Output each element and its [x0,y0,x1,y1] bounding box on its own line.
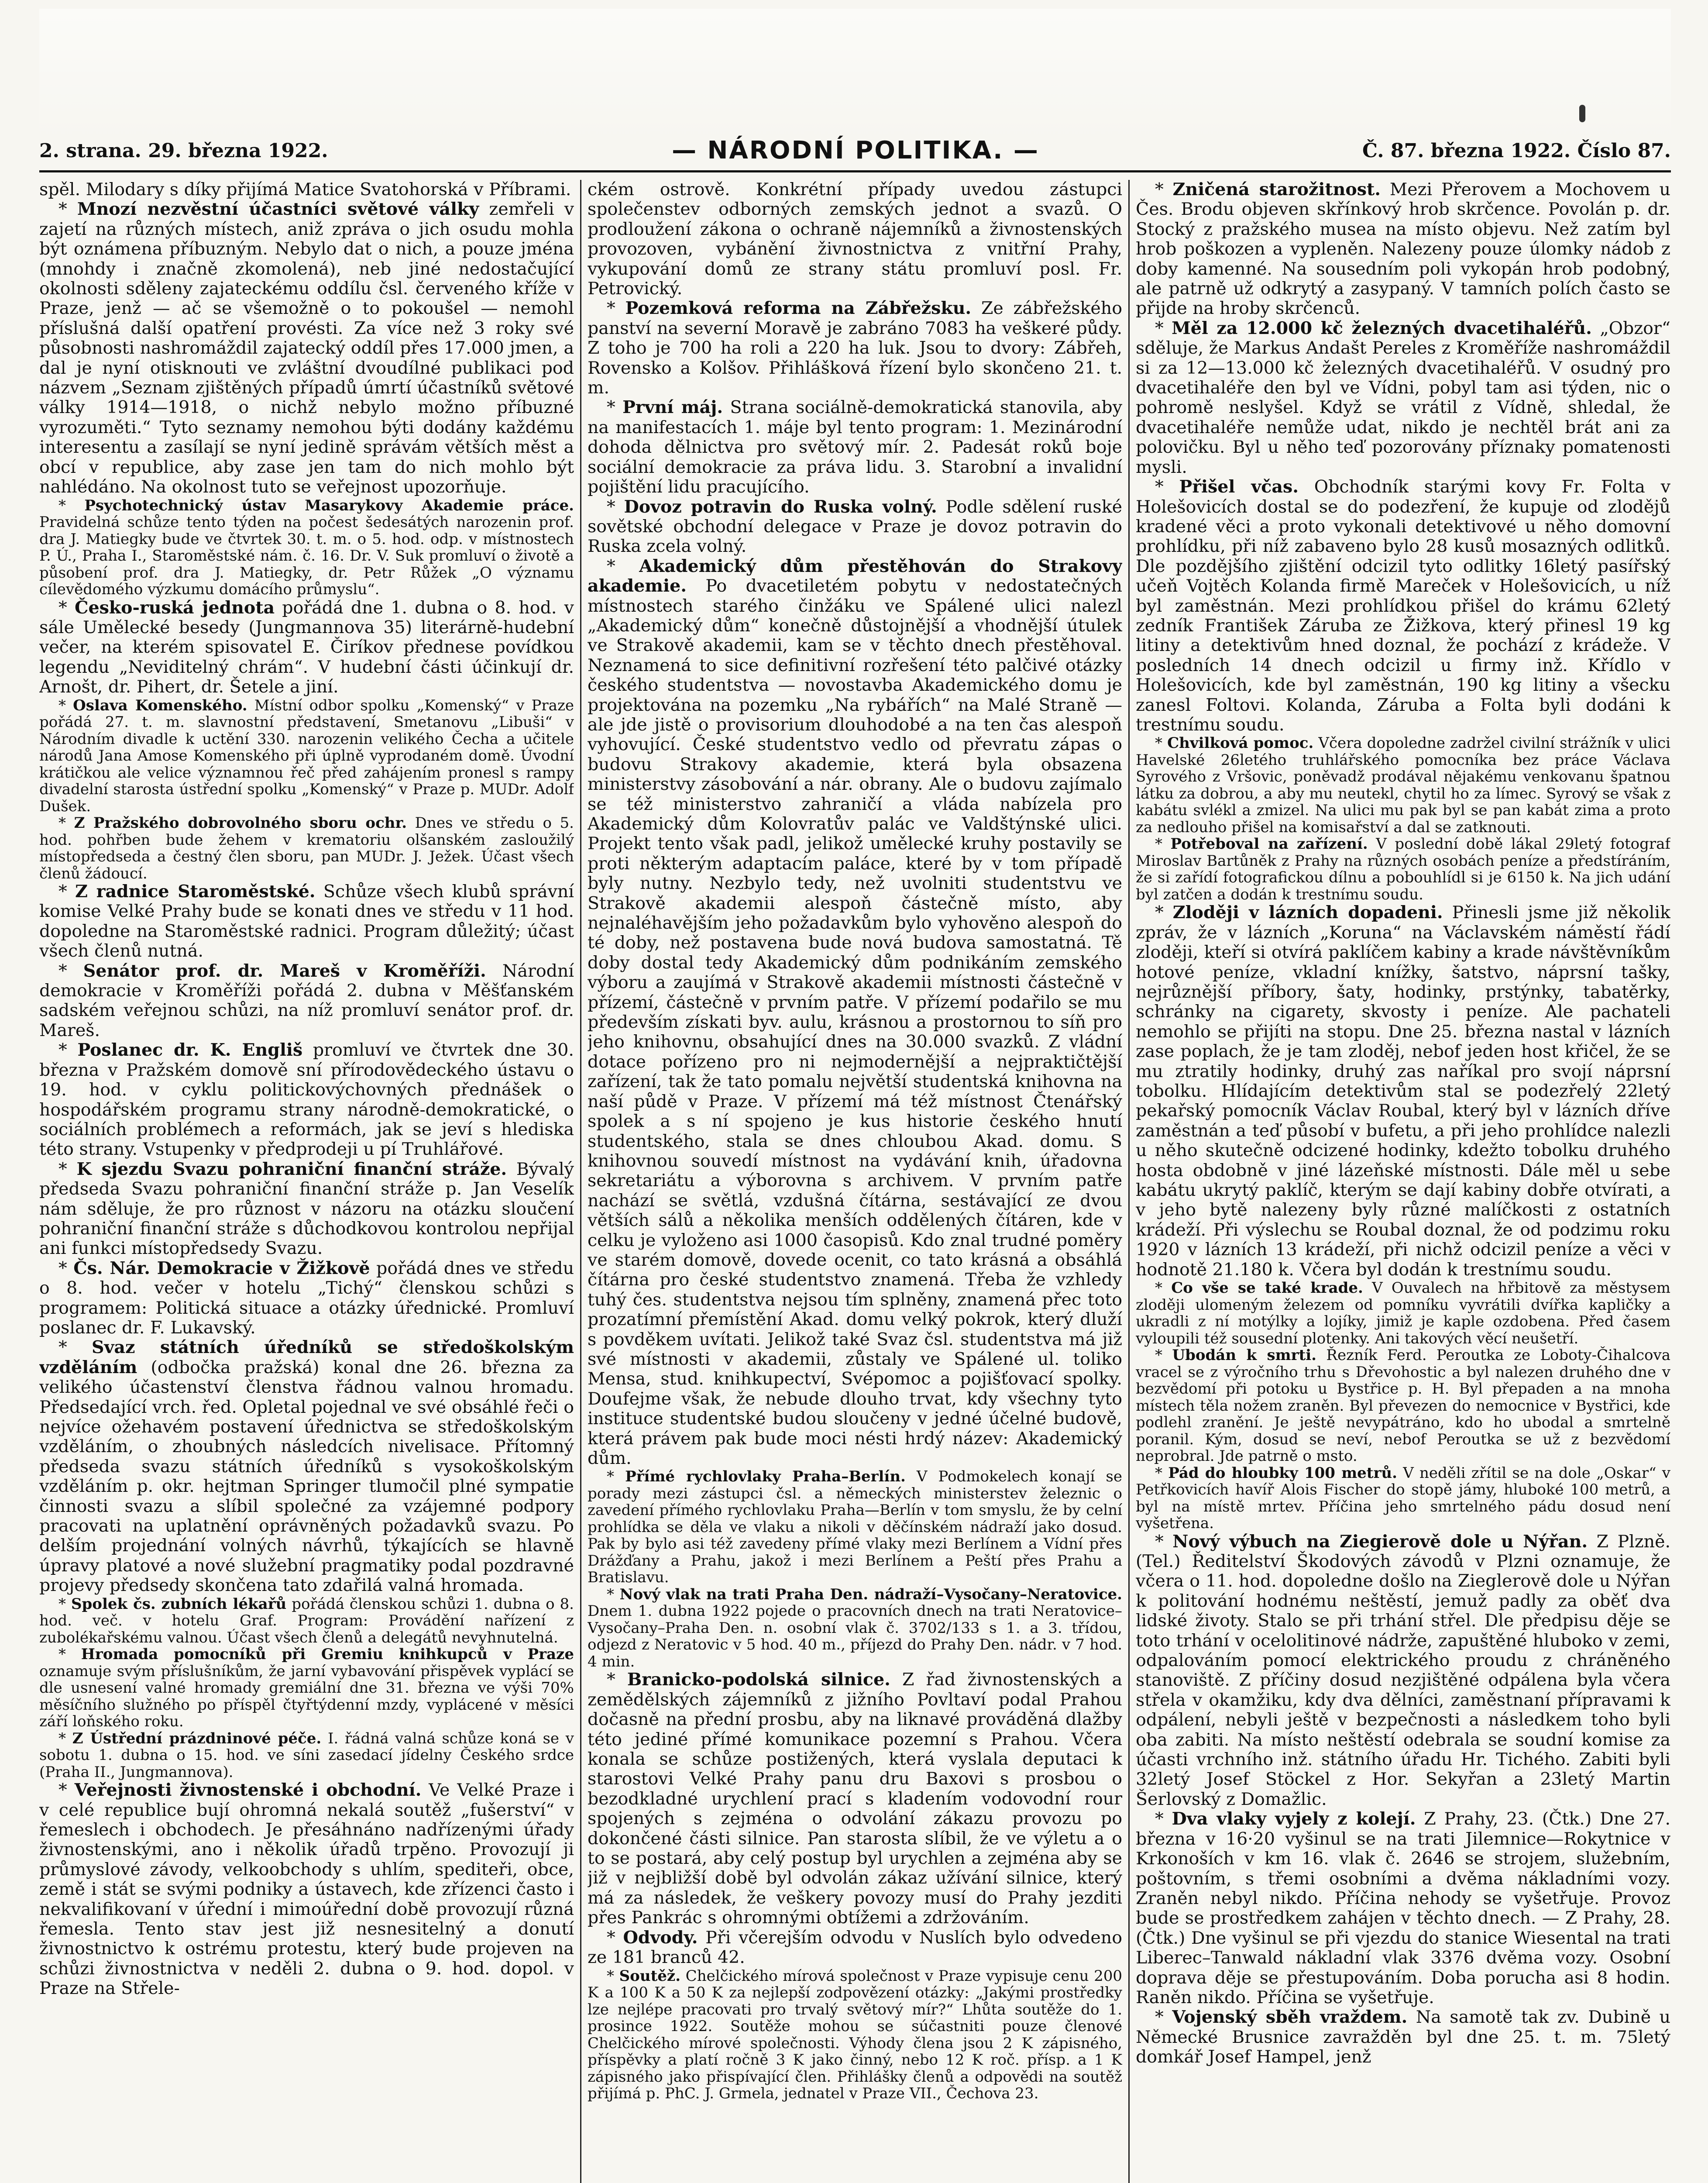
article-heading: Přišel včas. [1179,477,1299,497]
bullet-marker: * [607,1927,623,1948]
bullet-marker: * [607,1670,627,1690]
article-heading: Veřejnosti živnostenské i obchodní. [74,1780,422,1801]
article-heading: Pád do hloubky 100 metrů. [1168,1464,1397,1482]
article-body: Místní odbor spolku „Komenský“ v Praze pořádá 27. t. m. slavnostní představení, Smetanovu „Libuši“ v Národním divadle k uctění 330. narozenin velikého Čecha a učitele národů Jana Amose Komenského při úplně vyprodaném domě. Úvodní krátičkou ale velice významnou řeč před zahájením pronesl s rampy divadelní starosta ústřední spolku „Komenský“ v Praze p. MUDr. Adolf Dušek. [39,696,574,815]
page-header [39,9,1671,165]
article-paragraph [1136,1532,1670,1810]
bullet-marker: * [58,1258,74,1278]
article-body: I. řádná valná schůze koná se v sobotu 1. dubna o 15. hod. ve síni zasedací jídelny Českého srdce (Praha II., Jungmannova). [39,1729,574,1781]
article-body: Na samotě tak zv. Dubině u Německé Brusnice zavražděn byl dne 25. t. m. 75letý domkář Josef Hampel, jenž [1136,2007,1670,2067]
article-paragraph [588,1928,1122,1968]
article-paragraph [588,497,1122,557]
article-body: V neděli zřítil se na dole „Oskar“ v Petřkovicích havíř Alois Fischer do stopě jámy, hluboké 100 metrů, a byl na místě mrtev. Příčina jeho smrtelného pádu dosud není vyšetřena. [1136,1464,1670,1532]
article-body: V Podmokelech konají se porady mezi zástupci čsl. a německých ministerstev železnic o zavedení přímého rychlovlaku Praha—Berlín v tom smyslu, že by celní prohlídka se děla ve vlaku a nikoli v děčínském nádraží jako dosud. Pak by bylo asi též zavedeny přímé vlaky mezi Berlínem a Vídní přes Drážďany a Prahu, jakož i mezi Berlínem a Peští přes Prahu a Bratislavu. [588,1468,1122,1587]
bullet-marker: * [58,1646,81,1663]
article-paragraph [39,1040,574,1159]
article-paragraph [39,1646,574,1730]
article-body: Národní demokracie v Kroměříži pořádá 2. dubna v Měšťanském sadském veřejnou schůzi, na níž promluví senátor prof. dr. Mareš. [39,961,574,1040]
article-body: Schůze všech klubů správní komise Velké Prahy bude se konati dnes ve středu v 11 hod. dopoledne na Staroměstské radnici. Program důležitý; účast všech členů nutná. [39,881,574,961]
article-heading: Pozemková reforma na Zábřežsku. [625,298,972,319]
article-paragraph [1136,836,1670,903]
newspaper-page [39,9,1671,2183]
article-heading: Akademický dům přestěhován do Strakovy akademie. [588,556,1122,596]
bullet-marker: * [58,696,73,714]
scan-margin [39,9,1671,140]
bullet-marker: * [1155,477,1179,497]
bullet-marker: * [58,814,74,832]
article-paragraph [588,1468,1122,1586]
article-paragraph [1136,477,1670,735]
article-paragraph [39,1338,574,1595]
article-heading: Zničená starožitnost. [1172,180,1381,200]
bullet-marker: * [1155,1531,1173,1552]
article-body: Včera dopoledne zadržel civilní strážník v ulici Havelské 26letého truhlářského pomocníka bez práce Václava Syrového z Vršovic, poněvadž prodával nějakému venkovanu špatnou látku za dobrou, a aby mu neutekl, chytil ho za límec. Syrový se však z kabátu svlékl a zmizel. Na ulici mu pak byl se pan kabát zima a proto za nedlouho přišel na komisařství a dal se zatknouti. [1136,734,1670,836]
article-body: Dnem 1. dubna 1922 pojede o pracovních dnech na trati Neratovice–Vysočany–Praha Den. n. osobní vlak č. 3702/133 s 1. a 3. třídou, odjezd z Neratovic v 5 hod. 40 m., příjezd do Prahy Den. nádr. v 7 hod. 4 min. [588,1602,1122,1670]
article-heading: Ubodán k smrti. [1172,1346,1316,1364]
article-body: V Ouvalech na hřbitově za městysem zloději ulomeným železem od pomníku vyvrátili dvířka kapličky a ukradli z ní motýlky a lojíky, jimiž je kaple ozdobena. Před časem vyloupili též sousední plotenky. Ani takových věcí neušetří. [1136,1279,1670,1347]
article-body: Z řad živnostenských a zemědělských zájemníků z jižního Povltaví podal Prahou dočasně na přední prosbu, aby na liknavé prováděná dlažby této jediné přímé komunikace pozemní s Prahou. Včera konala se schůze postižených, která vyslala deputaci k starostovi Velké Prahy panu dru Baxovi s prosbou o bezodkladné urychlení prací s kladením vodovodní rour spojených s zejména o odvolání zákazu provozu po dokončené části silnice. Pan starosta slíbil, že ve výletu a o to se postará, aby celý postup byl urychlen a zejména aby se již v nejbližší době byl odvolán zákaz užívání silnice, který má za následek, že veškery povozy musí do Prahy jezditi přes Pankrác s ohromnými obtížemi a zdržováním. [588,1670,1122,1928]
article-body: pořádá členskou schůzi 1. dubna o 8. hod. več. v hotelu Graf. Program: Provádění nařízení z zubolékařskému valnou. Účast všech členů a delegátů nevyhnutelná. [39,1595,574,1646]
article-paragraph [39,180,574,200]
article-heading: Oslava Komenského. [73,696,247,714]
article-body: Z Prahy, 23. (Čtk.) Dne 27. března v 16·20 vyšinul se na trati Jilemnice—Rokytnice v Krkonoších v km 16. vlak č. 2646 se strojem, služebním, poštovním, s třemi osobními a dvěma nákladními vozy. Zraněn nebyl nikdo. Příčina nehody se vyšetřuje. Provoz bude se prostředkem zahájen v těchto dnech. — Z Prahy, 28. (Čtk.) Dne vyšinul se při vjezdu do stanice Wiesental na trati Liberec–Tanwald nákladní vlak 3376 dvěma vozy. Osobní doprava děje se přestupováním. Doba porucha asi 8 hodin. Raněn nikdo. Příčina se vyšetřuje. [1136,1809,1670,2007]
bullet-marker: * [607,397,623,418]
bullet-marker: * [58,1780,75,1801]
bullet-marker: * [58,496,85,514]
article-paragraph [39,1780,574,1998]
article-body: Strana sociálně-demokratická stanovila, aby na manifestacích 1. máje byl tento program: 1. Mezinárodní dohoda dělnictva pro světový mír. 2. Padesát roků boje sociální demokracie za práva lidu. 3. Starobní a invalidní pojištění lidu pracujícího. [588,397,1122,497]
article-heading: Co vše se také krade. [1171,1279,1363,1297]
bullet-marker: * [1155,1279,1172,1297]
article-heading: První máj. [622,397,723,418]
article-paragraph [588,557,1122,1469]
article-body: zemřeli v zajetí na různých místech, aniž zpráva o jich osudu mohla být oznámena příbuzným. Nebylo dat o nich, a pouze jména (mnohdy i značně zkomolená), neb jiné nedostačující okolnosti sděleny zajateckému oddílu čsl. červeného kříže v Praze, jenž — ač se všemožně o to pokoušel — nemohl příslušná další opatření provésti. Za více než 3 roky své působnosti nashromáždil zajatecký oddíl přes 17.000 jmen, a dal je nyní otisknouti ve zvláštní dvoudílné publikaci pod názvem „Seznam zjištěných případů úmrtí účastníků světové války 1914—1918, o nichž nebylo možno příbuzné vyrozuměti.“ Tyto seznamy nemohou býti dodány každému interesentu a zasílají se nyní jedině správám větších měst a obcí v republice, aby zase jen tam do nich mohlo být nahlédáno. Na okolnost tuto se veřejnost upozorňuje. [39,199,574,497]
article-body: Obchodník starými kovy Fr. Folta v Holešovicích dostal se do podezření, že kupuje od zlodějů kradené věci a proto vykonali detektivové u něho domovní prohlídku, při níž zabaveno bylo 28 kusů mosazných odlitků. Dle pozdějšího zjištění odcizil tyto odlitky 16letý pasířský učeň Vojtěch Kolanda firmě Mareček v Holešovicích, u níž byl zaměstnán. Mezi prohlídkou přišel do krámu 62letý zedník František Záruba ze Žižkova, který přinesl 19 kg litiny a detektivům hned doznal, že pochází z krádeže. V posledních 14 dnech odcizil u firmy inž. Křídlo v Holešovicích, kde byl zaměstnán, 190 kg litiny a všecku zanesl Foltovi. Kolanda, Záruba a Folta byli dodáni k trestnímu soudu. [1136,477,1670,735]
article-body: Ve Velké Praze i v celé republice bují ohromná nekalá soutěž „fušerství“ v řemeslech i obchodech. Je přesáhnáno nadřízenými úřady živnostenskými, ano i několik úřadů trpěno. Provozují ji průmyslové závody, velkoobchody s uhlím, spediteři, obce, země i stát se svými podniky a ústavech, kde zřízenci často i nekvalifikovaní v úřední i mimoúřední době provozují různá řemesla. Tento stav jest již nesnesitelný a donutí živnostnictvo k ostrému protestu, který bude projeven na schůzi živnostnictva v neděli 2. dubna o 9. hod. dopol. v Praze na Střele- [39,1780,574,1999]
article-heading: Chvilková pomoc. [1167,734,1314,752]
bullet-marker: * [607,1967,619,1985]
article-body: oznamuje svým příslušníkům, že jarní vybavování přispěvek vyplácí se dle usnesení valné hromady gremiální dne 31. března ve výši 70% měsíčního služného po příspěl čtyřtýdenní mzdy, vyplácené v měsíci září loňského roku. [39,1662,574,1731]
article-body: ckém ostrově. Konkrétní případy uvedou zástupci společenstev odborných zemských jednot a svazů. O prodloužení zákona o ochraně nájemníků a živnostenských provozoven, vybánění živnostnictva z vnitřní Prahy, vykupování domů ze strany státu promluví posl. Fr. Petrovický. [588,180,1122,299]
article-body: (odbočka pražská) konal dne 26. března za velikého účastenství členstva řádnou valnou hromadu. Předsedající vrch. řed. Opletal pojednal ve své obsáhlé řeči o nejvíce ožehavém postavení úřednictva se středoškolským vzděláním, o zhoubných následcích nivelisace. Přítomný předseda svazu státních úředníků s vysokoškolským vzděláním p. okr. hejtman Springer tlumočil plné sympatie činnosti svazu a slíbil společné za vzájemné podpory pracovati na uplatnění oprávněných požadavků svazu. Po delším projednání volných návrhů, týkajících se hlavně úpravy platové a nové služební pragmatiky podal pozdravné projevy předsedy skončena tato zdařilá valná hromada. [39,1357,574,1596]
bullet-marker: * [58,1595,71,1613]
article-body: „Obzor“ sděluje, že Markus Andašt Pereles z Kroměříže nashromáždil si za 12—13.000 kč železných dvacetihaléřů. V osudný pro dvacetihaléře den byl ve Vídni, pobyl tam asi týden, nic o pohromě neslyšel. Když se vrátil z Vídně, shledal, že dvacetihaléře nemůže udat, nikdo je nechtěl brát ani za polovičku. Byl u něho teď pozorovány příznaky pomatenosti mysli. [1136,318,1670,477]
article-body: Po dvacetiletém pobytu v nedostatečných místnostech starého činžáku ve Spálené ulici nalezl „Akademický dům“ konečně důstojnější a vhodnější útulek ve Strakově akademii, kam se v těchto dnech přestěhoval. Neznamená to sice definitivní rozřešení této palčivé otázky českého studentstva — novostavba Akademického domu je projektována na pozemku „Na rybářích“ na Malé Straně — ale jde jistě o provisorium dlouhodobé a na ten čas alespoň vyhovující. České studentstvo vedlo od převratu zápas o budovu Strakovy akademie, která byla obsazena ministerstvy zásobování a nár. obrany. Ale o budovu zajímalo se též ministerstvo zahraničí a vláda nabízela pro Akademický dům Kolovratův palác ve Valdštýnské ulici. Projekt tento však padl, jelikož umělecké kruhy postavily se proti některým adaptacím paláce, které by v tom případě byly nutny. Nezbylo tedy, než uvolniti studentstvu ve Strakově akademii alespoň částečně místo, aby nejnaléhavějším jeho požadavkům bylo vyhověno alespoň do té doby, než postavena bude nová budova samostatná. Tě doby dostal tedy Akademický dům podnikáním zemského výboru a zaujímá v Strakově akademii místnosti částečně v přízemí, částečně v prvním patře. V přízemí podařilo se mu především získati byv. aulu, krásnou a prostornou to síň pro jeho knihovnu, obsahující dnes na 30.000 svazků. Z vládní dotace pořízeno pro ni nejmodernější a nejpraktičtější zařízení, tak že tato pomalu největší studentská knihovna na naší půdě v Praze. V přízemí má též místnost Čtenářský spolek a s ní spojeno je kus historie českého hnutí studentského, stala se dnes chloubou Akad. domu. S knihovnou souvedí místnost na vydávání knih, úřadovna sekretariátu a výborovna s archivem. V prvním patře nachází se světlá, vzdušná čítárna, sestávající ze dvou větších sálů a několika menších oddělených čítáren, kde v celku je vyloženo asi 1000 časopisů. Kdo znal trudné poměry ve starém domově, dovede ocenit, co tato krásná a obsáhlá čítárna pro české studentstvo znamená. Třeba že vzhledy tuhý čes. studentstva nejsou tím splněny, znamená přec toto prozatímní přemístění Akad. domu velký pokrok, který dluží s povděkem uvítati. Jelikož také Svaz čsl. studentstva má již své místnosti v akademii, zůstaly ve Spálené ul. toliko Mensa, stud. knihkupectví, Svépomoc a pojišťovací spolky. Doufejme však, že nebude dlouho trvat, kdy všechny tyto instituce studentské budou sloučeny v jedné účelné budově, která právem pak bude moci nésti hrdý název: Akademický dům. [588,576,1122,1468]
article-heading: Nový vlak na trati Praha Den. nádraží–Vysočany–Neratovice. [619,1585,1122,1603]
article-paragraph [1136,1280,1670,1347]
article-heading: Poslanec dr. K. Engliš [77,1040,303,1061]
bullet-marker: * [607,496,624,517]
bullet-marker: * [607,556,639,576]
article-heading: Z Pražského dobrovolného sboru ochr. [74,814,407,832]
article-heading: Mnozí nezvěstní účastníci světové války [77,199,479,220]
article-body: Z Plzně. (Tel.) Ředitelství Škodových závodů v Plzni oznamuje, že včera o 11. hod. dopoledne došlo na Zieglerově dole u Nýřan k politování hodnému neštěstí, jemuž padly za oběť dva lidské životy. Stalo se při trhání střel. Dle předpisu děje se toto trhání v ocelolitinové nádrže, zapuštěné hluboko v zemi, odpalováním pomocí elektrického proudu z chráněného stanoviště. Z příčiny dosud nezjištěné odpálena byla včera střela v okamžiku, kdy dva dělníci, zaměstnaní přípravami k odpálení, nebyli ještě v bezpečnosti a následkem toho byli oba zabiti. Na místo neštěstí odebrala se soudní komise za účasti vrchního inž. státního úřadu Hr. Tichého. Zabiti byli 32letý Josef Stöckel z Hor. Sekyřan a 23letý Martin Šerlovský z Domažlic. [1136,1531,1670,1809]
article-paragraph [39,882,574,961]
article-body: V poslední době lákal 29letý fotograf Miroslav Bartůněk z Prahy na různých osobách peníze a předstíráním, že si zařídí fotografickou dílnu a pobouhlídl si je 6150 k. Na jich udání byl zatčen a dodán k trestnímu soudu. [1136,835,1670,903]
article-body: Přinesli jsme již několik zpráv, že v lázních „Koruna“ na Václavském náměstí řádí zloději, kteří si otvírá paklíčem kabiny a krade návštěvníkům hotové peníze, vkladní knížky, šatstvo, náprsní tašky, nejrůznější příbory, šaty, hodinky, prstýnky, tabatěrky, schránky na cigarety, skvosty i peníze. Ale pachateli nemohlo se přijíti na stopu. Dne 25. března nastal v lázních zase poplach, že je tam zloděj, nebof jeden host křičel, že se mu ztratily hodinky, druhý zas naříkal pro svojí náprsní tobolku. Hlídajícím detektivům stal se podezřelý 22letý pekařský pomocník Václav Roubal, který byl v lázních dříve zaměstnán a teď působí v bufetu, a při jeho prohlídce nalezli u něho skutečně odcizené hodinky, kdežto tobolku druhého hosta obdobně v jiné lázeňské místnosti. Dále měl u sebe kabátu ukrytý paklíč, kterým se dají kabiny dobře otvírati, a v jeho bytě nalezeny byly různé malíčkosti z ostatních krádeží. Při výslechu se Roubal doznal, že od podzimu roku 1920 v lázních 13 krádeží, při nichž odcizil peníze a věci v hodnotě 21.180 k. Včera byl dodán k trestnímu soudu. [1136,902,1670,1280]
article-heading: Z radnice Staroměstské. [75,881,316,902]
newspaper-title: — NÁRODNÍ POLITIKA. — [672,136,1039,165]
ink-mark [1579,105,1585,122]
article-heading: Spolek čs. zubních lékařů [71,1595,287,1613]
article-paragraph [39,200,574,497]
bullet-marker: * [607,1468,625,1486]
article-heading: Potřeboval na zařízení. [1170,835,1368,853]
header-rule [39,170,1671,172]
bullet-marker: * [1155,835,1171,853]
article-heading: Zloději v lázních dopadeni. [1172,902,1443,923]
bullet-marker: * [58,961,83,981]
article-heading: K sjezdu Svazu pohraniční finanční stráže. [76,1159,507,1179]
article-paragraph [1136,1809,1670,2007]
page-date: 2. strana. 29. března 1922. [39,140,328,162]
article-heading: Česko-ruská jednota [75,597,275,618]
article-body: Řezník Ferd. Peroutka ze Loboty-Čihalcova vracel se z výročního trhu s Dřevohostic a byl nalezen druhého dne v bezvědomí při potoku u Bystřice p. H. Byl přepaden a na mnoha místech těla nožem zraněn. Byl převezen do nemocnice v Bystřici, kde podlehl zranění. Je ještě nevypátráno, kdo ho ubodal a smrtelně poranil. Kým, dosud se neví, nebof Peroutka se už z bezvědomí neprobral. Jde patrně o msto. [1136,1346,1670,1465]
bullet-marker: * [1155,2007,1172,2028]
column-divider [580,180,581,2183]
bullet-marker: * [607,298,625,319]
article-body: Mezi Přerovem a Mochovem u Čes. Brodu objeven skřínkový hrob skrčence. Povolán p. dr. Stocký z pražského musea na místo objevu. Než zatím byl hrob poškozen a vypleněn. Nalezeny pouze úlomky nádob z doby kamenné. Na sousedním poli vykopán hrob podobný, ale patrně už odkrytý a zasypaný. V tamních polích často se přijde na hroby skrčenců. [1136,180,1670,319]
article-paragraph [1136,1347,1670,1465]
bullet-marker: * [1155,1346,1172,1364]
article-heading: Odvody. [623,1927,698,1948]
article-body: Bývalý předseda Svazu pohraniční finanční stráže p. Jan Veselík nám sděluje, že pro různost v názoru na otázku sloučení pohraniční finanční stráže s důchodkovou kontrolou nepřijal ani funkci místopředsedy Svazu. [39,1159,574,1259]
article-paragraph [588,398,1122,497]
column-3 [1136,180,1670,2183]
article-paragraph [1136,2007,1670,2067]
article-heading: Branicko-podolská silnice. [627,1670,890,1690]
article-heading: Přímé rychlovlaky Praha–Berlín. [625,1468,906,1486]
article-body: Při včerejším odvodu v Nuslích bylo odvedeno ze 181 branců 42. [588,1927,1122,1968]
column-1 [39,180,574,2183]
article-heading: Hromada pomocníků při Gremiu knihkupců v Praze [81,1646,574,1663]
article-paragraph [39,497,574,598]
article-heading: Dovoz potravin do Ruska volný. [624,496,937,517]
article-heading: Vojenský sběh vraždem. [1172,2007,1408,2028]
bullet-marker: * [1155,902,1173,923]
article-paragraph [1136,735,1670,836]
article-body: pořádá dnes ve středu o 8. hod. večer v hotelu „Tichý“ členskou schůzi s programem: Politická situace a otázky úřednické. Promluví poslanec dr. F. Lukavský. [39,1258,574,1338]
bullet-marker: * [58,597,75,618]
bullet-marker: * [1155,318,1172,338]
article-heading: Nový výbuch na Ziegierově dole u Nýřan. [1172,1531,1588,1552]
bullet-marker: * [58,1729,72,1747]
article-body: Podle sdělení ruské sovětské obchodní delegace v Praze je dovoz potravin do Ruska zcela volný. [588,496,1122,557]
bullet-marker: * [58,199,77,220]
article-paragraph [588,180,1122,299]
bullet-marker: * [1155,734,1168,752]
article-body: spěl. Milodary s díky přijímá Matice Svatohorská v Příbrami. [39,180,571,200]
article-paragraph [39,697,574,815]
article-body: Ze zábřežského panství na severní Moravě je zabráno 7083 ha veškeré půdy. Z toho je 700 ha roli a 220 ha luk. Jsou to dvory: Zábřeh, Rovensko a Kolšov. Přihlášková řízení bylo skončeno 21. t. m. [588,298,1122,398]
article-heading: Dva vlaky vyjely z kolejí. [1172,1809,1416,1829]
article-heading: Psychotechnický ústav Masarykovy Akademie práce. [84,496,574,514]
article-heading: Soutěž. [619,1967,681,1985]
article-paragraph [39,815,574,882]
article-heading: Měl za 12.000 kč železných dvacetihaléřů. [1172,318,1592,338]
article-paragraph [588,1968,1122,2102]
article-heading: Svaz státních úředníků se středoškolským vzděláním [39,1337,574,1377]
article-paragraph [39,1259,574,1338]
article-paragraph [588,1670,1122,1928]
article-body: pořádá dne 1. dubna o 8. hod. v sále Umělecké besedy (Jungmannova 35) literárně-hudební večer, na kterém spisovatel E. Čiríkov přednese povídkou legendu „Neviditelný chrám“. V hudební části účinkují dr. Arnošt, dr. Pihert, dr. Šetele a jiní. [39,597,574,697]
article-paragraph [1136,903,1670,1280]
article-paragraph [588,299,1122,398]
bullet-marker: * [58,1040,78,1061]
column-2 [588,180,1122,2183]
bullet-marker: * [58,1337,92,1358]
article-body: Dnes ve středu o 5. hod. pohřben bude žehem v krematoriu olšanském zasloužilý místopředseda a čestný člen sboru, pan MUDr. J. Ježek. Účast všech členů žádoucí. [39,814,574,882]
article-heading: Čs. Nár. Demokracie v Žižkově [73,1258,370,1278]
article-paragraph [1136,180,1670,319]
article-paragraph [39,598,574,697]
article-body: promluví ve čtvrtek dne 30. března v Pražském domově sní přírodovědeckého ústavu o 19. hod. v cyklu politickovýchovných přednášek o hospodářském programu strany národně-demokratické, o sociálních problémech a reformách, jak se jeví s hlediska této strany. Vstupenky v předprodeji u pí Truhlářové. [39,1040,574,1160]
article-paragraph [588,1586,1122,1670]
article-paragraph [39,1730,574,1781]
article-paragraph [39,961,574,1041]
bullet-marker: * [58,1159,77,1179]
bullet-marker: * [1155,1809,1172,1829]
bullet-marker: * [607,1585,620,1603]
issue-number: Č. 87. března 1922. Číslo 87. [1362,140,1671,162]
bullet-marker: * [1155,180,1173,200]
article-heading: Z Ústřední prázdninové péče. [72,1729,322,1747]
article-paragraph [39,1160,574,1259]
article-heading: Senátor prof. dr. Mareš v Kroměříži. [83,961,486,981]
article-body: Pravidelná schůze tento týden na počest šedesátých narozenin prof. dra J. Matiegky bude ve čtvrtek 30. t. m. o 5. hod. odp. v místnostech P. Ú., Praha I., Staroměstské nám. č. 16. Dr. V. Suk promluví o životě a působení prof. dra J. Matiegky, dr. Petr Růžek „O významu cílevědomého výzkumu domácího průmyslu“. [39,513,574,598]
article-paragraph [39,1596,574,1646]
column-divider [1128,180,1130,2183]
bullet-marker: * [1155,1464,1168,1482]
article-body: Chelčického mírová společnost v Praze vypisuje cenu 200 K a 100 K a 50 K za nejlepší zodpovězení otázky: „Jakými prostředky lze nejlépe pracovati pro trvalý světový mír?“ Lhůta soutěže do 1. prosince 1922. Soutěže mohou se súčastniti pouze členové Chelčického mírové společnosti. Výhody člena jsou 2 K zápisného, příspěvky a platí ročně 3 K jako činný, nebo 12 K roč. přísp. a 1 K zápisného jako přispívající člen. Přihlášky členů a odpovědi na soutěž přijímá p. PhC. J. Grmela, jednatel v Praze VII., Čechova 23. [588,1967,1122,2102]
article-paragraph [1136,319,1670,477]
bullet-marker: * [58,881,76,902]
article-paragraph [1136,1465,1670,1532]
